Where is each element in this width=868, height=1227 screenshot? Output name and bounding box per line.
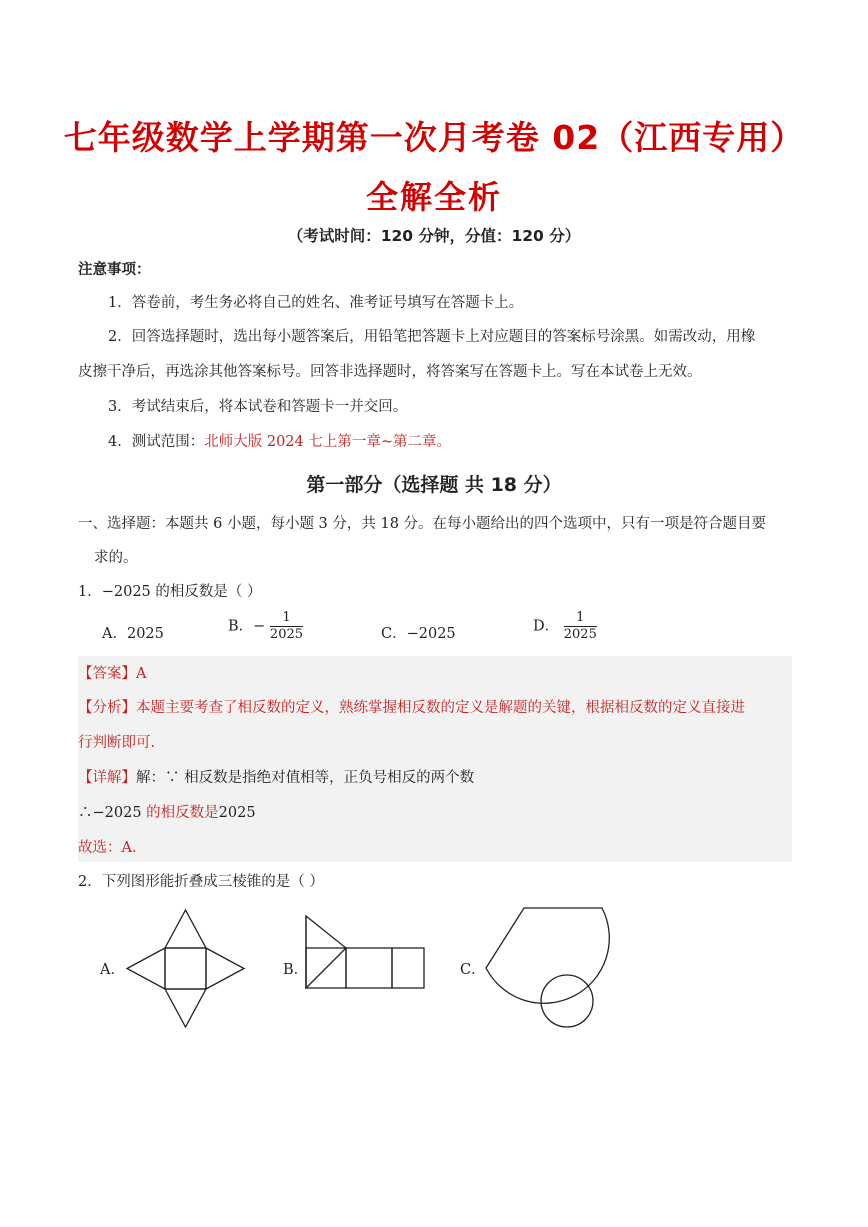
q1-option-c: C．−2025	[381, 626, 456, 642]
q1-option-b-fraction	[270, 610, 303, 643]
q2-option-c-figure	[480, 904, 610, 1030]
net-triangle-left	[127, 948, 165, 989]
analysis-line1	[78, 698, 745, 718]
q2-option-a-label: A．	[100, 962, 125, 978]
analysis-text: 本题主要考查了相反数的定义，熟练掌握相反数的定义是解题的关键，根据相反数的定义直接进	[136, 700, 745, 716]
detail-line2	[78, 803, 256, 823]
answer-line	[78, 664, 146, 684]
q1-option-b	[228, 610, 303, 643]
note-item-1: 1．答卷前，考生务必将自己的姓名、准考证号填写在答题卡上。	[108, 295, 524, 311]
fraction-numerator: 1	[564, 610, 597, 627]
conclusion: 故选：A.	[78, 840, 137, 856]
net-triangle-bottom	[165, 989, 206, 1027]
detail-tag: 【详解】	[78, 770, 136, 786]
detail-line2-b: 的相反数是	[146, 805, 219, 821]
answer-tag: 【答案】	[78, 666, 136, 682]
q1-option-b-label: B．−	[228, 618, 266, 635]
fraction-denominator: 2025	[563, 627, 597, 642]
net-triangle	[306, 916, 346, 988]
detail-line1	[78, 768, 474, 788]
net-face-3	[392, 948, 424, 988]
note-item-4-prefix: 4．测试范围：	[108, 434, 205, 450]
fraction-denominator: 2025	[269, 627, 304, 642]
q1-option-d-label: D．	[533, 618, 560, 635]
detail-text: 解：∵ 相反数是指绝对值相等，正负号相反的两个数	[136, 770, 475, 786]
page-title: 七年级数学上学期第一次月考卷 02（江西专用）	[63, 118, 805, 157]
note-item-2-line2: 皮擦干净后，再选涂其他答案标号。回答非选择题时，将答案写在答题卡上。写在本试卷上无效。	[78, 364, 702, 380]
question-1-stem: 1．−2025 的相反数是（ ）	[78, 584, 262, 600]
answer-explanation-box	[78, 656, 792, 862]
net-triangle-right	[206, 948, 244, 989]
q1-option-a: A．2025	[102, 626, 164, 642]
q2-option-c-label: C．	[460, 962, 486, 978]
part1-title: 第一部分（选择题 共 18 分）	[306, 474, 562, 496]
exam-info: （考试时间：120 分钟，分值：120 分）	[287, 227, 581, 245]
detail-line2-c: 2025	[218, 805, 256, 821]
q1-option-d	[533, 610, 597, 643]
question-2-stem: 2．下列图形能折叠成三棱锥的是（ ）	[78, 874, 324, 890]
detail-line2-a: ∴−2025	[78, 805, 142, 821]
answer-value: A	[136, 666, 147, 682]
analysis-tag: 【分析】	[78, 700, 136, 716]
q1-option-d-fraction	[564, 610, 597, 643]
note-item-2-line1: 2．回答选择题时，选出每小题答案后，用铅笔把答题卡上对应题目的答案标号涂黑。如需改动，用橡	[108, 329, 756, 345]
note-item-4	[108, 432, 451, 452]
q2-option-b-figure	[300, 910, 430, 992]
net-square	[165, 948, 206, 989]
cone-base-circle	[541, 975, 593, 1027]
fraction-numerator: 1	[270, 610, 303, 627]
note-item-4-range: 北师大版 2024 七上第一章~第二章。	[204, 434, 452, 450]
net-face-2	[346, 948, 392, 988]
notes-heading: 注意事项：	[78, 261, 151, 278]
cone-sector	[486, 908, 609, 1003]
q2-option-a-figure	[125, 906, 255, 1030]
note-item-3: 3．考试结束后，将本试卷和答题卡一并交回。	[108, 399, 408, 415]
analysis-line2: 行判断即可.	[78, 735, 156, 751]
page-subtitle: 全解全析	[365, 178, 502, 216]
section-intro-line1: 一、选择题：本题共 6 小题，每小题 3 分，共 18 分。在每小题给出的四个选项中，只有一项是符合题目要	[78, 516, 767, 532]
q2-option-b-label: B．	[283, 962, 309, 978]
net-triangle-top	[165, 910, 206, 948]
section-intro-line2: 求的。	[94, 550, 138, 566]
